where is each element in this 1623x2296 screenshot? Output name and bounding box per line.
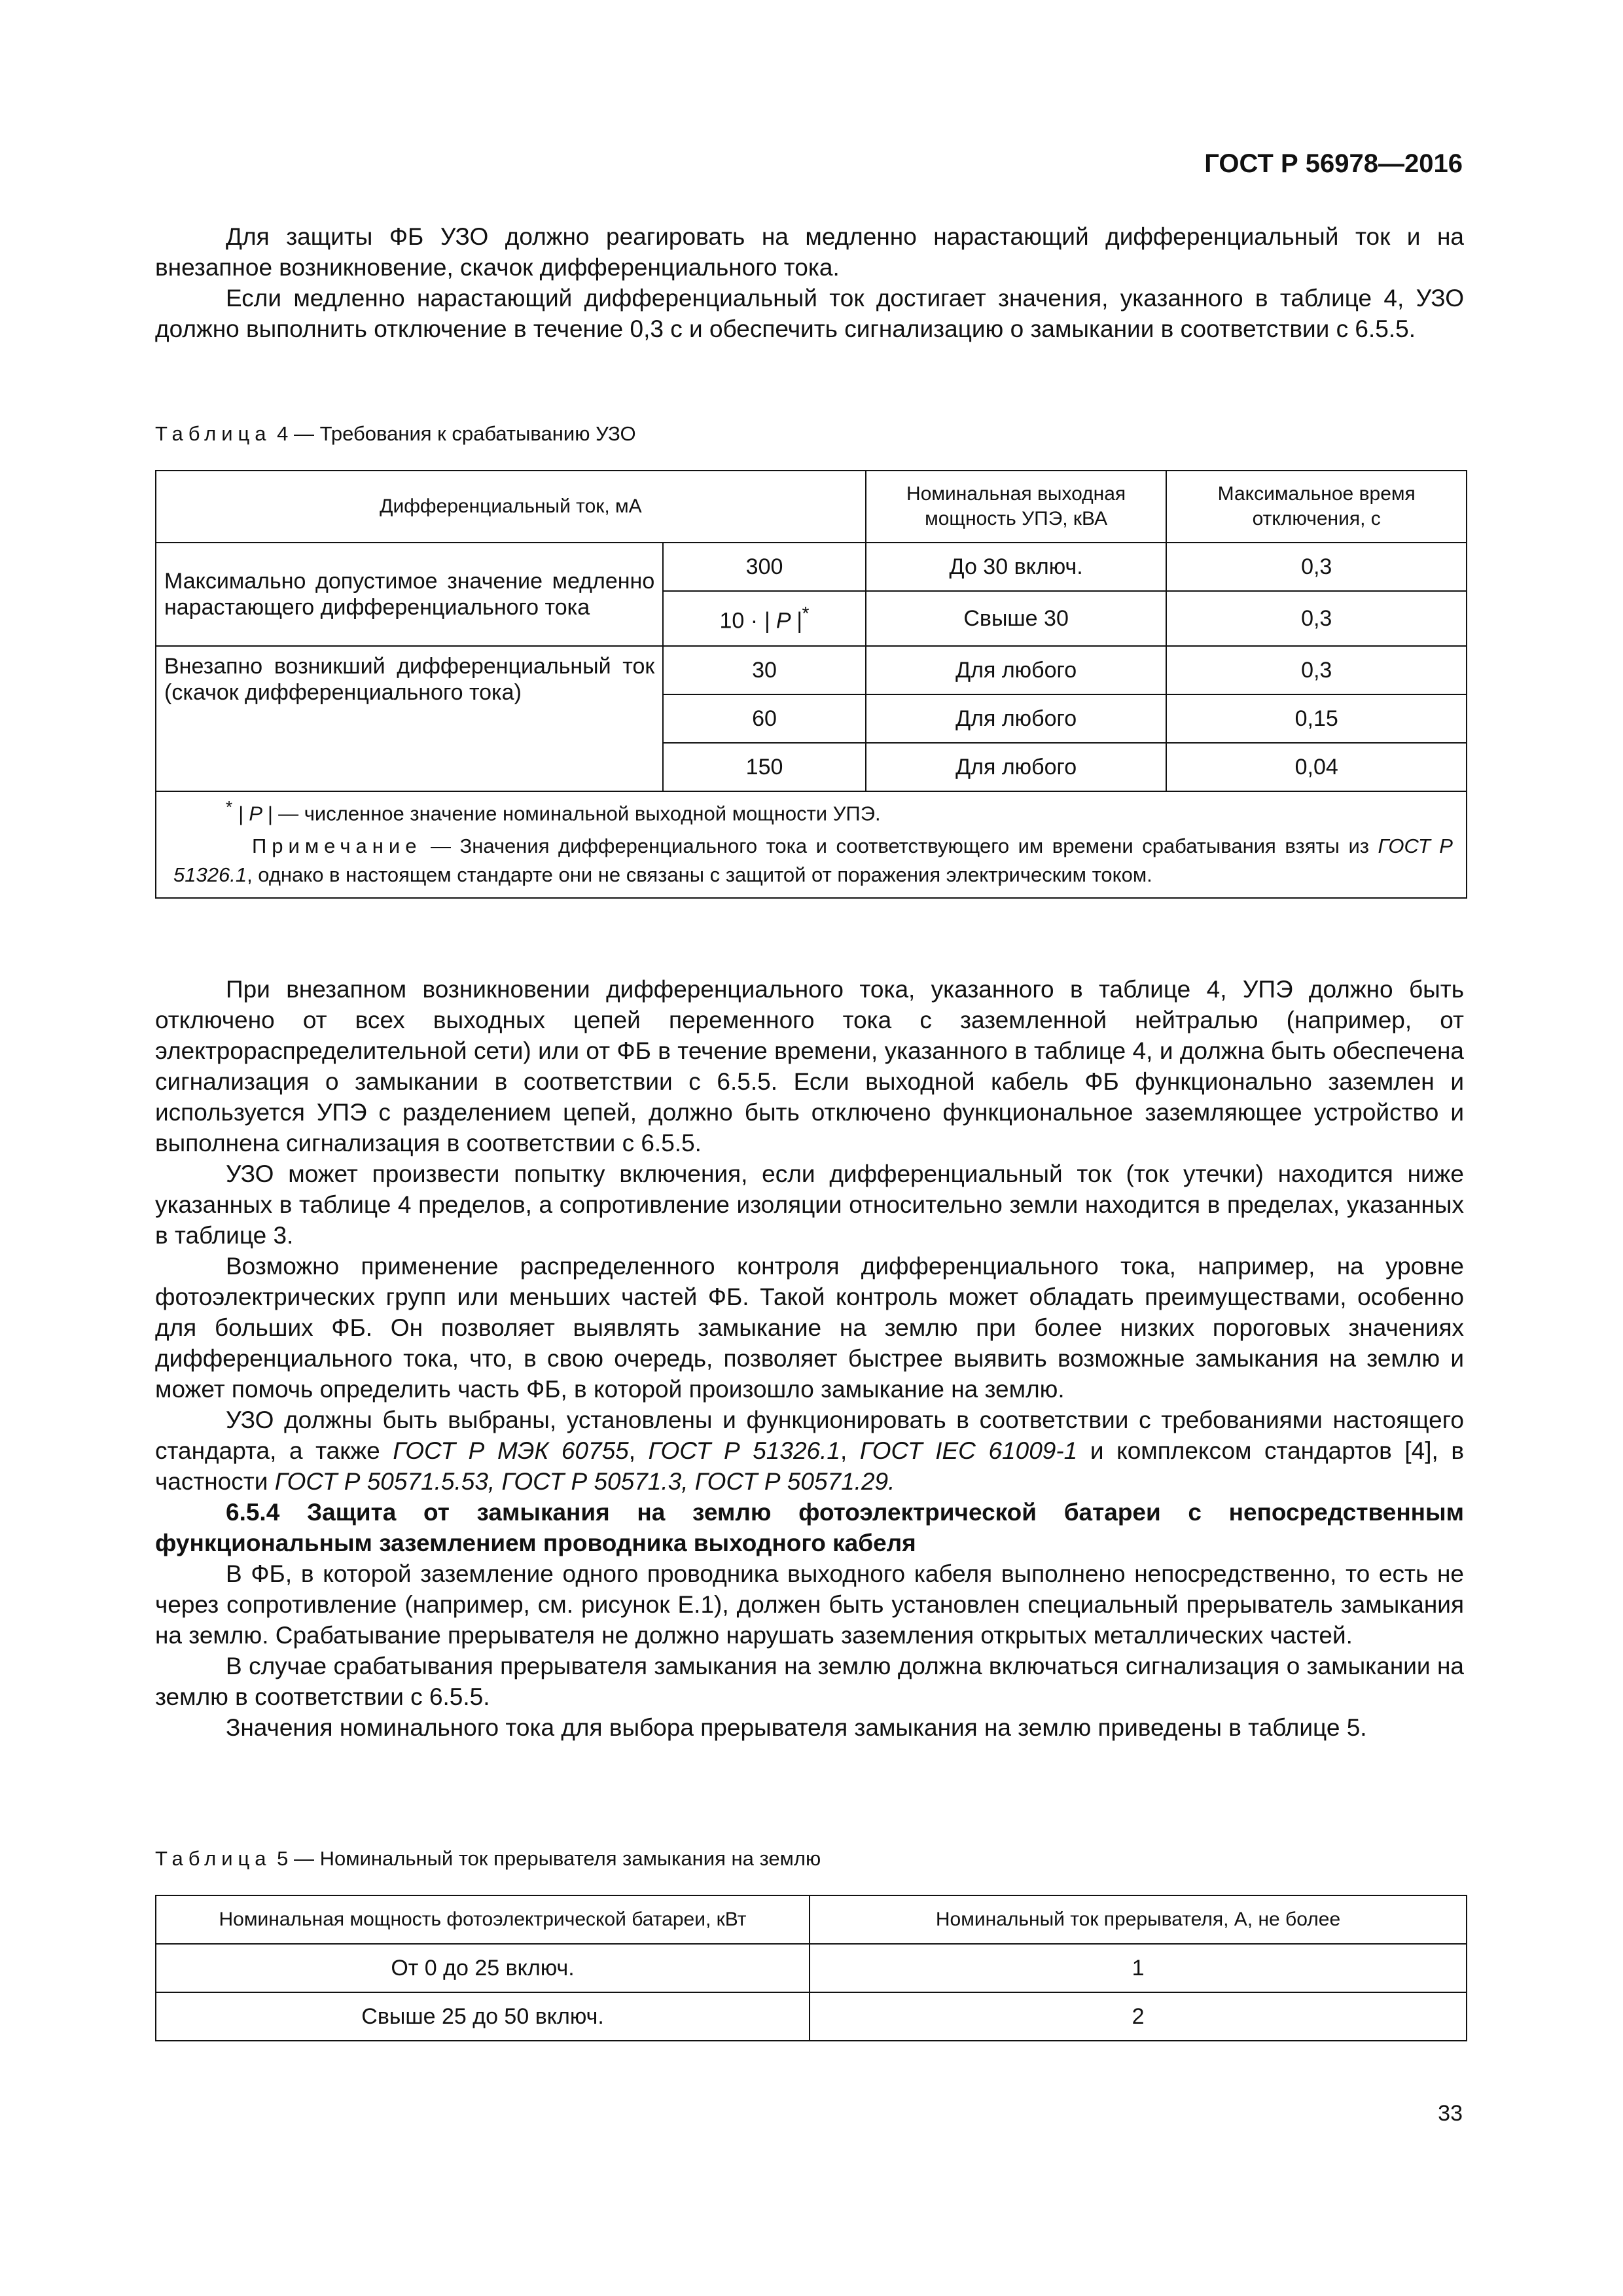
text-span: УЗО должны быть выбраны, установлены и функционировать в соответствии с требованиями настоящего стандарта, а также <box>155 1407 1464 1464</box>
table4-cell-time: 0,3 <box>1166 591 1467 646</box>
standard-ref: ГОСТ Р 51326.1 <box>648 1437 840 1464</box>
table4-cell-current: 150 <box>663 743 866 791</box>
table5-cell-power: Свыше 25 до 50 включ. <box>156 1992 810 2041</box>
table4-footnote <box>173 798 1453 825</box>
current-prefix: 10 · <box>719 608 764 634</box>
footnote-mark: * <box>226 798 233 817</box>
power-variable: | P | <box>238 802 273 825</box>
text-span: , <box>628 1437 649 1464</box>
table4-caption <box>155 422 636 446</box>
note-standard-ref: ГОСТ Р 51326.1 <box>173 834 1453 887</box>
table4-caption-word: Таблица <box>155 422 272 445</box>
body-paragraph-3: Возможно применение распределенного контроля дифференциального тока, например, на уровне фотоэлектрических групп или меньших частей ФБ. Такой контроль может обладать преимуществами, особенно для больших ФБ. Он позволяет выявлять замыкание на землю при более низких пороговых значениях дифференциального тока, что, в свою очередь, позволяет быстрее выявить возможные замыкания на землю и может помочь определить часть ФБ, в которой произошло замыкание на землю. <box>155 1253 1464 1403</box>
intro-paragraph-1: Для защиты ФБ УЗО должно реагировать на медленно нарастающий дифференциальный ток и на внезапное возникновение, скачок дифференциального тока. <box>155 223 1464 281</box>
table4-footer-row <box>156 791 1467 898</box>
table5-caption-word: Таблица <box>155 1847 272 1870</box>
table5-cell-current: 2 <box>810 1992 1467 2041</box>
table4-header-current: Дифференциальный ток, мА <box>156 471 866 543</box>
table4-header-row <box>156 471 1467 543</box>
table-row <box>156 646 1467 694</box>
table4-cell-current <box>663 591 866 646</box>
table5-cell-power: От 0 до 25 включ. <box>156 1944 810 1992</box>
table4-group-slow: Максимально допустимое значение медленно нарастающего дифференциального тока <box>156 543 663 646</box>
table4-cell-time: 0,3 <box>1166 646 1467 694</box>
table4-cell-power: Для любого <box>866 743 1167 791</box>
table4-header-time: Максимальное время отключения, с <box>1166 471 1467 543</box>
body-paragraph-5: В ФБ, в которой заземление одного проводника выходного кабеля выполнено непосредственно, то есть не через сопротивление (например, см. рисунок Е.1), должен быть установлен специальный прерыватель замыкания на землю. Срабатывание прерывателя не должно нарушать заземления открытых металлических частей. <box>155 1560 1464 1649</box>
table-row <box>156 1992 1467 2041</box>
body-paragraph-1: При внезапном возникновении дифференциального тока, указанного в таблице 4, УПЭ должно быть отключено от всех выходных цепей переменного тока с заземленной нейтралью (например, от электрораспределительной сети) или от ФБ в течение времени, указанного в таблице 4, и должна быть обеспечена сигнализация о замыкании в соответствии с 6.5.5. Если выходной кабель ФБ функционально заземлен и используется УПЭ с разделением цепей, должно быть отключено функциональное заземляющее устройство и выполнена сигнализация в соответствии с 6.5.5. <box>155 976 1464 1157</box>
note-text-2: , однако в настоящем стандарте они не связаны с защитой от поражения электрическим током. <box>247 863 1152 887</box>
table-row <box>156 1944 1467 1992</box>
table-row <box>156 543 1467 591</box>
power-variable: | P | <box>764 608 802 634</box>
table4-caption-title: 4 — Требования к срабатыванию УЗО <box>271 422 636 445</box>
note-word: Примечание <box>252 834 422 858</box>
table4-cell-current: 30 <box>663 646 866 694</box>
table4-header-power: Номинальная выходная мощность УПЭ, кВА <box>866 471 1167 543</box>
standard-ref: ГОСТ Р 50571.5.53, ГОСТ Р 50571.3, ГОСТ Р 50571.29. <box>274 1468 895 1495</box>
table4-cell-time: 0,3 <box>1166 543 1467 591</box>
table4-cell-power: Для любого <box>866 646 1167 694</box>
intro-text <box>155 221 1464 344</box>
document-code: ГОСТ Р 56978—2016 <box>1204 149 1463 178</box>
table5-header-row <box>156 1895 1467 1944</box>
footnote-text: — численное значение номинальной выходной мощности УПЭ. <box>272 802 881 825</box>
body-paragraph-4 <box>155 1405 1464 1497</box>
table4-cell-current: 300 <box>663 543 866 591</box>
table5-header-current: Номинальный ток прерывателя, А, не более <box>810 1895 1467 1944</box>
standard-ref: ГОСТ Р МЭК 60755 <box>393 1437 629 1464</box>
table4-cell-power: До 30 включ. <box>866 543 1167 591</box>
body-paragraph-7: Значения номинального тока для выбора прерывателя замыкания на землю приведены в таблице 5. <box>226 1714 1367 1741</box>
table4-group-sudden: Внезапно возникший дифференциальный ток (скачок дифференциального тока) <box>156 646 663 791</box>
table5-caption-title: 5 — Номинальный ток прерывателя замыкания на землю <box>271 1847 821 1870</box>
note-text-1: — Значения дифференциального тока и соответствующего им времени срабатывания взяты из <box>421 834 1378 858</box>
page-number: 33 <box>1438 2101 1463 2126</box>
main-text <box>155 974 1464 1743</box>
table4 <box>155 470 1467 899</box>
table5 <box>155 1895 1467 2041</box>
section-heading: 6.5.4 Защита от замыкания на землю фотоэлектрической батареи с непосредственным функциональным заземлением проводника выходного кабеля <box>155 1499 1464 1556</box>
body-paragraph-2: УЗО может произвести попытку включения, если дифференциальный ток (ток утечки) находится ниже указанных в таблице 4 пределов, а сопротивление изоляции относительно земли находится в пределах, указанных в таблице 3. <box>155 1160 1464 1249</box>
table4-cell-power: Свыше 30 <box>866 591 1167 646</box>
table5-header-power: Номинальная мощность фотоэлектрической батареи, кВт <box>156 1895 810 1944</box>
text-span: и комплексом стандартов [4], в частности <box>155 1437 1465 1495</box>
table4-cell-time: 0,15 <box>1166 694 1467 743</box>
table4-footer <box>156 791 1467 898</box>
intro-paragraph-2: Если медленно нарастающий дифференциальный ток достигает значения, указанного в таблице 4, УЗО должно выполнить отключение в течение 0,3 с и обеспечить сигнализацию о замыкании в соответствии с 6.5.5. <box>155 285 1464 342</box>
standard-ref: ГОСТ IEC 61009-1 <box>859 1437 1078 1464</box>
table4-cell-current: 60 <box>663 694 866 743</box>
table5-cell-current: 1 <box>810 1944 1467 1992</box>
table4-cell-time: 0,04 <box>1166 743 1467 791</box>
table4-cell-power: Для любого <box>866 694 1167 743</box>
table4-note <box>173 832 1453 889</box>
text-span: , <box>840 1437 860 1464</box>
body-paragraph-6: В случае срабатывания прерывателя замыкания на землю должна включаться сигнализация о замыкании на землю в соответствии с 6.5.5. <box>155 1653 1464 1710</box>
table5-caption <box>155 1847 821 1871</box>
footnote-mark: * <box>802 603 810 624</box>
